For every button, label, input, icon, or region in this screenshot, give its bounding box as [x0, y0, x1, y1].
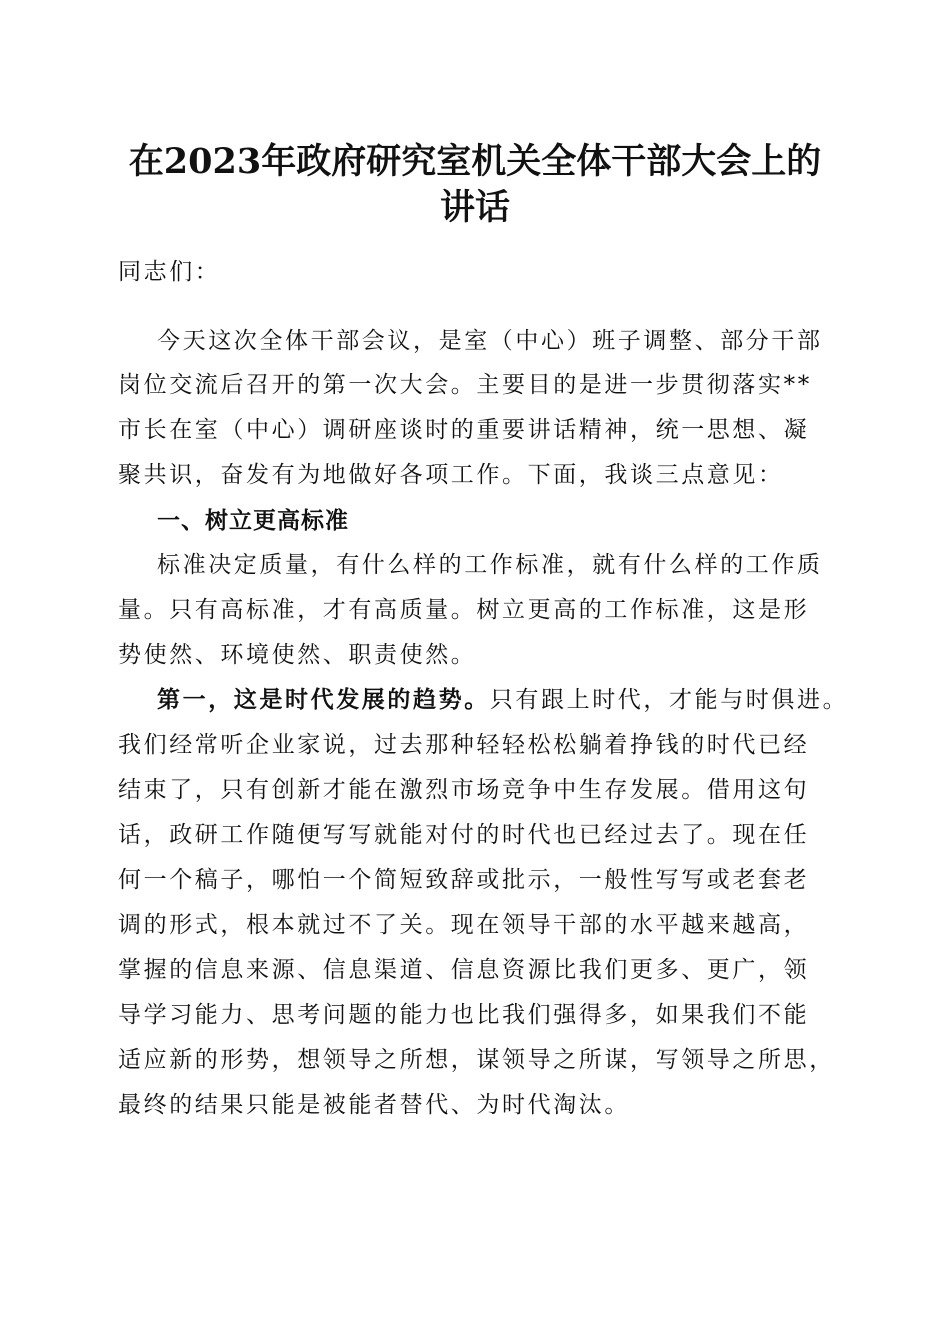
section-1-heading: 一、树立更高标准 — [157, 508, 349, 534]
salutation: 同志们： — [118, 259, 221, 285]
paragraph-3-line: 适应新的形势，想领导之所想，谋领导之所谋，写领导之所思， — [118, 1047, 835, 1073]
paragraph-1-line: 岗位交流后召开的第一次大会。主要目的是进一步贯彻落实** — [118, 372, 812, 398]
paragraph-1-line: 今天这次全体干部会议，是室（中心）班子调整、部分干部 — [157, 328, 823, 354]
paragraph-3-first-rest: 只有跟上时代，才能与时俱进。 — [489, 687, 849, 713]
paragraph-3-first-line — [157, 685, 857, 715]
paragraph-3-line: 话，政研工作随便写写就能对付的时代也已经过去了。现在任 — [118, 822, 810, 848]
paragraph-3-line: 掌握的信息来源、信息渠道、信息资源比我们更多、更广，领 — [118, 957, 810, 983]
paragraph-2-line: 量。只有高标准，才有高质量。树立更高的工作标准，这是形 — [118, 597, 810, 623]
paragraph-3-line: 调的形式，根本就过不了关。现在领导干部的水平越来越高， — [118, 912, 810, 938]
paragraph-1-line: 市长在室（中心）调研座谈时的重要讲话精神，统一思想、凝 — [118, 417, 810, 443]
document-title-line-1: 在2023年政府研究室机关全体干部大会上的 — [128, 141, 822, 182]
paragraph-3-line: 何一个稿子，哪怕一个简短致辞或批示，一般性写写或老套老 — [118, 867, 810, 893]
paragraph-2-line: 势使然、环境使然、职责使然。 — [118, 642, 477, 668]
paragraph-2-line: 标准决定质量，有什么样的工作标准，就有什么样的工作质 — [157, 552, 823, 578]
paragraph-3-line: 导学习能力、思考问题的能力也比我们强得多，如果我们不能 — [118, 1002, 810, 1028]
paragraph-1-line: 聚共识，奋发有为地做好各项工作。下面，我谈三点意见： — [118, 462, 784, 488]
document-title-line-2: 讲话 — [439, 187, 510, 228]
paragraph-3-line: 我们经常听企业家说，过去那种轻轻松松躺着挣钱的时代已经 — [118, 732, 810, 758]
paragraph-3-line: 结束了，只有创新才能在激烈市场竞争中生存发展。借用这句 — [118, 777, 810, 803]
paragraph-3-lead: 第一，这是时代发展的趋势。 — [157, 686, 490, 713]
paragraph-3-line: 最终的结果只能是被能者替代、为时代淘汰。 — [118, 1092, 630, 1118]
